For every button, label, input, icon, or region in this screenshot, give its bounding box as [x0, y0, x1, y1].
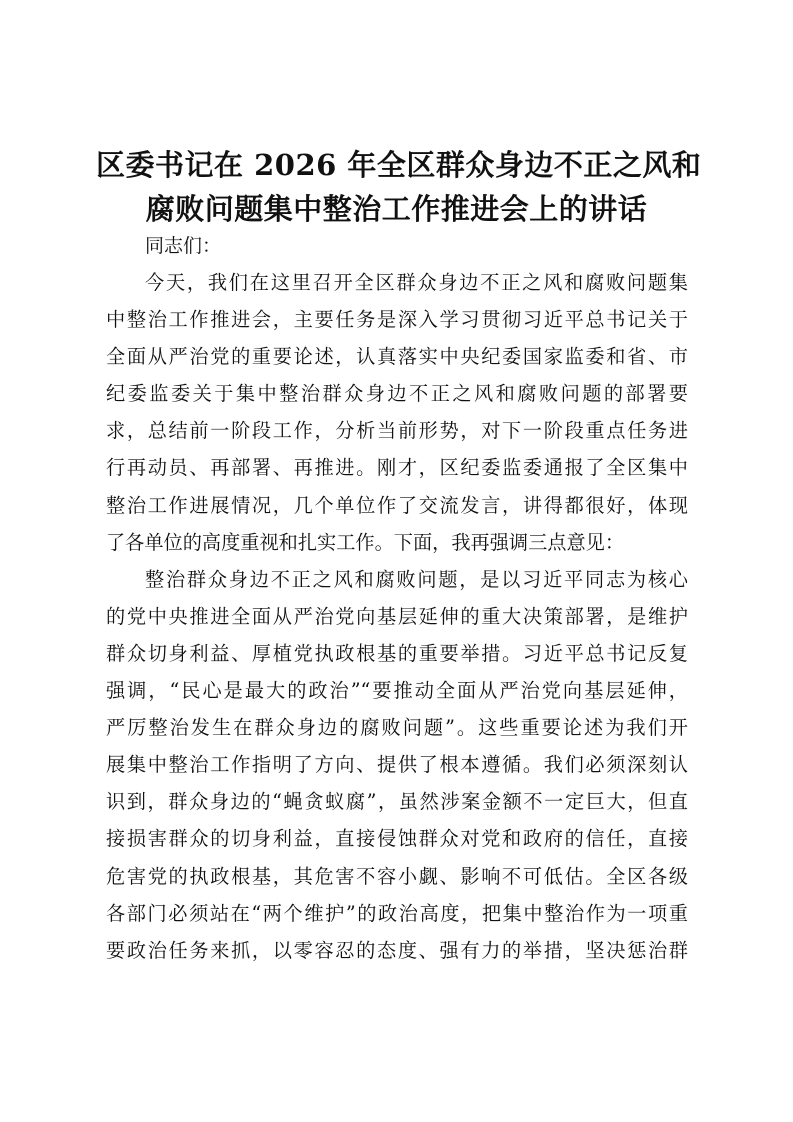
paragraph-line: 危害党的执政根基，其危害不容小觑、影响不可低估。全区各级	[106, 864, 688, 888]
paragraph-line: 要政治任务来抓，以零容忍的态度、强有力的举措，坚决惩治群	[106, 938, 688, 962]
paragraph-line: 识到，群众身边的“蝇贪蚁腐”，虽然涉案金额不一定巨大，但直	[106, 790, 688, 814]
paragraph-line: 群众切身利益、厚植党执政根基的重要举措。习近平总书记反复	[106, 641, 688, 665]
document-body	[106, 228, 688, 969]
title-line-1: 区委书记在 2026 年全区群众身边不正之风和	[96, 148, 702, 182]
paragraph-line: 纪委监委关于集中整治群众身边不正之风和腐败问题的部署要	[106, 382, 688, 406]
title-line-2: 腐败问题集中整治工作推进会上的讲话	[145, 192, 648, 226]
paragraph-2	[106, 561, 688, 969]
paragraph-line: 求，总结前一阶段工作，分析当前形势，对下一阶段重点任务进	[106, 419, 688, 443]
paragraph-line: 行再动员、再部署、再推进。刚才，区纪委监委通报了全区集中	[106, 456, 688, 480]
salutation: 同志们：	[145, 235, 222, 257]
paragraph-line: 整治工作进展情况，几个单位作了交流发言，讲得都很好，体现	[106, 493, 688, 517]
paragraph-line: 整治群众身边不正之风和腐败问题，是以习近平同志为核心	[145, 567, 688, 591]
paragraph-line: 各部门必须站在“两个维护”的政治高度，把集中整治作为一项重	[106, 901, 688, 925]
paragraph-line: 严厉整治发生在群众身边的腐败问题”。这些重要论述为我们开	[106, 716, 688, 740]
paragraph-line: 的党中央推进全面从严治党向基层延伸的重大决策部署，是维护	[106, 604, 688, 628]
paragraph-line: 今天，我们在这里召开全区群众身边不正之风和腐败问题集	[145, 271, 688, 294]
document-title	[96, 143, 702, 231]
paragraph-line: 展集中整治工作指明了方向、提供了根本遵循。我们必须深刻认	[106, 753, 688, 777]
paragraph-line: 全面从严治党的重要论述，认真落实中央纪委国家监委和省、市	[106, 345, 688, 369]
paragraph-line: 了各单位的高度重视和扎实工作。下面，我再强调三点意见：	[106, 530, 625, 554]
paragraph-line: 中整治工作推进会，主要任务是深入学习贯彻习近平总书记关于	[106, 308, 688, 332]
paragraph-line: 强调，“民心是最大的政治”“要推动全面从严治党向基层延伸，	[106, 679, 688, 703]
paragraph-1	[106, 264, 688, 561]
paragraph-line: 接损害群众的切身利益，直接侵蚀群众对党和政府的信任，直接	[106, 827, 688, 851]
